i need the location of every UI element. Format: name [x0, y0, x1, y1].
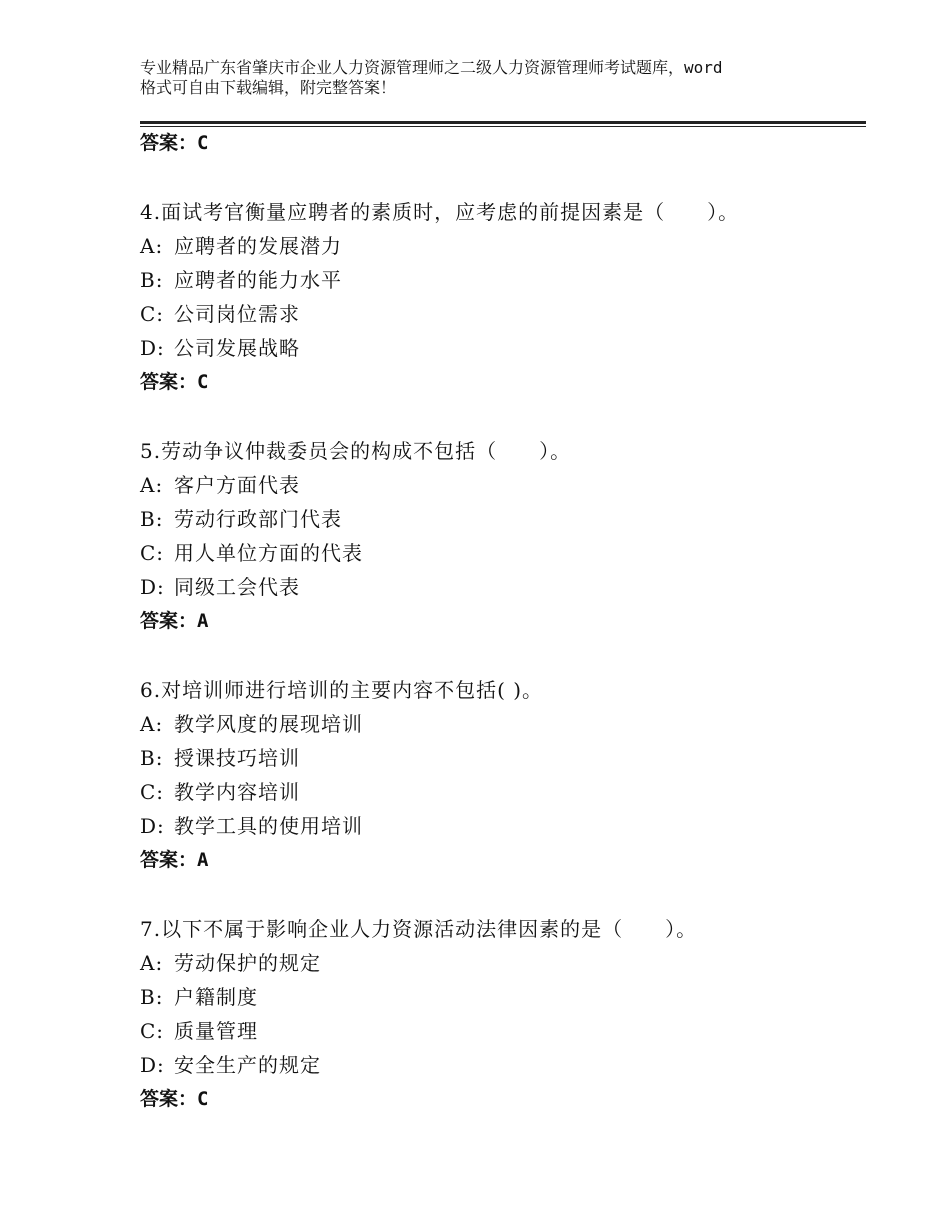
- option-key: C:: [140, 541, 165, 565]
- question-stem: 5.劳动争议仲裁委员会的构成不包括（ ）。: [140, 439, 572, 463]
- previous-question-answer: [140, 131, 208, 155]
- option-key: C:: [140, 1019, 165, 1043]
- option-c: [140, 775, 866, 809]
- question-answer: [140, 1082, 866, 1116]
- answer-label: 答案：: [140, 132, 198, 154]
- option-text: 教学风度的展现培训: [174, 712, 363, 736]
- question-answer: [140, 604, 866, 638]
- option-text: 教学内容培训: [174, 780, 300, 804]
- option-key: D:: [140, 814, 165, 838]
- option-a: [140, 468, 866, 502]
- option-b: [140, 741, 866, 775]
- option-text: 公司岗位需求: [174, 302, 300, 326]
- option-text: 应聘者的能力水平: [174, 268, 342, 292]
- option-a: [140, 946, 866, 980]
- answer-label: 答案：: [140, 371, 198, 393]
- question-answer: [140, 843, 866, 877]
- option-text: 劳动保护的规定: [174, 951, 321, 975]
- option-d: [140, 570, 866, 604]
- option-text: 用人单位方面的代表: [174, 541, 363, 565]
- option-d: [140, 1048, 866, 1082]
- header-divider-thick: [140, 121, 866, 124]
- question-4: [140, 195, 866, 399]
- option-b: [140, 263, 866, 297]
- option-text: 应聘者的发展潜力: [174, 234, 342, 258]
- option-key: A:: [140, 234, 164, 258]
- option-key: C:: [140, 302, 165, 326]
- question-stem: 6.对培训师进行培训的主要内容不包括( )。: [140, 678, 544, 702]
- option-text: 教学工具的使用培训: [174, 814, 363, 838]
- option-d: [140, 331, 866, 365]
- header-title-line-1: 专业精品广东省肇庆市企业人力资源管理师之二级人力资源管理师考试题库，word: [140, 58, 723, 77]
- question-6: [140, 673, 866, 877]
- answer-label: 答案：: [140, 849, 198, 871]
- question-stem: 7.以下不属于影响企业人力资源活动法律因素的是（ ）。: [140, 917, 698, 941]
- question-answer: [140, 365, 866, 399]
- option-key: B:: [140, 268, 164, 292]
- question-7: [140, 912, 866, 1116]
- option-key: B:: [140, 507, 164, 531]
- option-b: [140, 502, 866, 536]
- option-key: C:: [140, 780, 165, 804]
- answer-value: A: [197, 849, 209, 871]
- option-d: [140, 809, 866, 843]
- option-key: B:: [140, 746, 164, 770]
- answer-value: A: [197, 610, 209, 632]
- option-text: 户籍制度: [174, 985, 258, 1009]
- option-c: [140, 297, 866, 331]
- header-title-line-2: 格式可自由下载编辑，附完整答案！: [140, 78, 397, 97]
- header-divider-thin: [140, 126, 866, 127]
- answer-label: 答案：: [140, 1088, 198, 1110]
- option-a: [140, 707, 866, 741]
- option-key: D:: [140, 336, 165, 360]
- option-c: [140, 536, 866, 570]
- option-text: 安全生产的规定: [174, 1053, 321, 1077]
- option-text: 同级工会代表: [174, 575, 300, 599]
- option-key: A:: [140, 951, 164, 975]
- question-5: [140, 434, 866, 638]
- option-a: [140, 229, 866, 263]
- answer-value: C: [197, 132, 209, 154]
- option-text: 公司发展战略: [174, 336, 300, 360]
- document-header: [140, 58, 840, 98]
- answer-value: C: [197, 371, 209, 393]
- option-text: 客户方面代表: [174, 473, 300, 497]
- answer-label: 答案：: [140, 610, 198, 632]
- option-key: B:: [140, 985, 164, 1009]
- option-key: D:: [140, 1053, 165, 1077]
- option-b: [140, 980, 866, 1014]
- option-text: 劳动行政部门代表: [174, 507, 342, 531]
- option-c: [140, 1014, 866, 1048]
- option-text: 质量管理: [174, 1019, 258, 1043]
- question-stem: 4.面试考官衡量应聘者的素质时，应考虑的前提因素是（ ）。: [140, 200, 740, 224]
- option-key: A:: [140, 473, 164, 497]
- option-key: A:: [140, 712, 164, 736]
- option-key: D:: [140, 575, 165, 599]
- answer-value: C: [197, 1088, 209, 1110]
- option-text: 授课技巧培训: [174, 746, 300, 770]
